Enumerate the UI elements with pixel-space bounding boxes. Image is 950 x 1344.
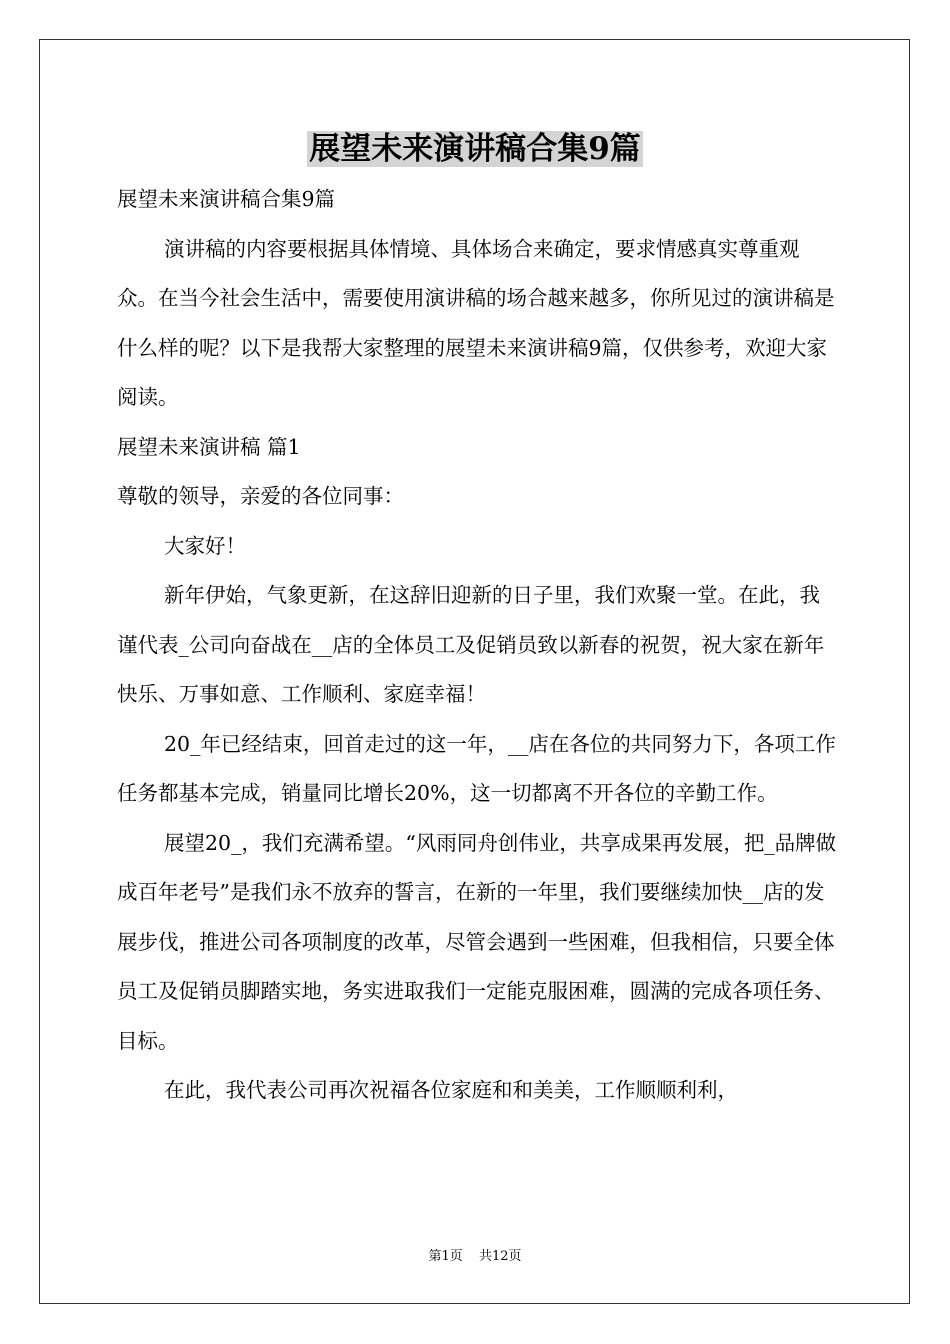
page-total: 共12页: [478, 1249, 522, 1264]
body-paragraph: 新年伊始，气象更新，在这辞旧迎新的日子里，我们欢聚一堂。在此，我谨代表_公司向奋战在__店的全体员工及促销员致以新春的祝贺，祝大家在新年快乐、万事如意、工作顺利、家庭幸福！: [117, 583, 825, 706]
body-paragraph: 展望20_，我们充满希望。“风雨同舟创伟业，共享成果再发展，把_品牌做成百年老号”是我们永不放弃的誓言，在新的一年里，我们要继续加快__店的发展步伐，推进公司各项制度的改革，尽管会遇到一些困难，但我相信，只要全体员工及促销员脚踏实地，务实进取我们一定能克服困难，圆满的完成各项任务、目标。: [117, 830, 837, 1053]
document-title-text: 展望未来演讲稿合集9篇: [309, 131, 641, 167]
document-title: [0, 122, 950, 176]
intro-paragraph: 演讲稿的内容要根据具体情境、具体场合来确定，要求情感真实尊重观众。在当今社会生活中，需要使用演讲稿的场合越来越多，你所见过的演讲稿是什么样的呢？以下是我帮大家整理的展望未来演讲稿9篇，仅供参考，欢迎大家阅读。: [117, 236, 835, 409]
section-heading: 展望未来演讲稿 篇1: [117, 434, 301, 459]
page-number: 第1页: [428, 1249, 463, 1264]
page-footer: [0, 1245, 950, 1264]
salutation: 尊敬的领导，亲爱的各位同事：: [117, 484, 404, 508]
body-paragraph: 在此，我代表公司再次祝福各位家庭和和美美，工作顺顺利利，: [164, 1078, 738, 1102]
document-body: [117, 175, 837, 1116]
body-paragraph: 20_年已经结束，回首走过的这一年，__店在各位的共同努力下，各项工作任务都基本完成，销量同比增长20%，这一切都离不开各位的辛勤工作。: [117, 731, 836, 805]
document-subtitle: 展望未来演讲稿合集9篇: [117, 187, 336, 211]
greeting: 大家好！: [164, 533, 246, 558]
